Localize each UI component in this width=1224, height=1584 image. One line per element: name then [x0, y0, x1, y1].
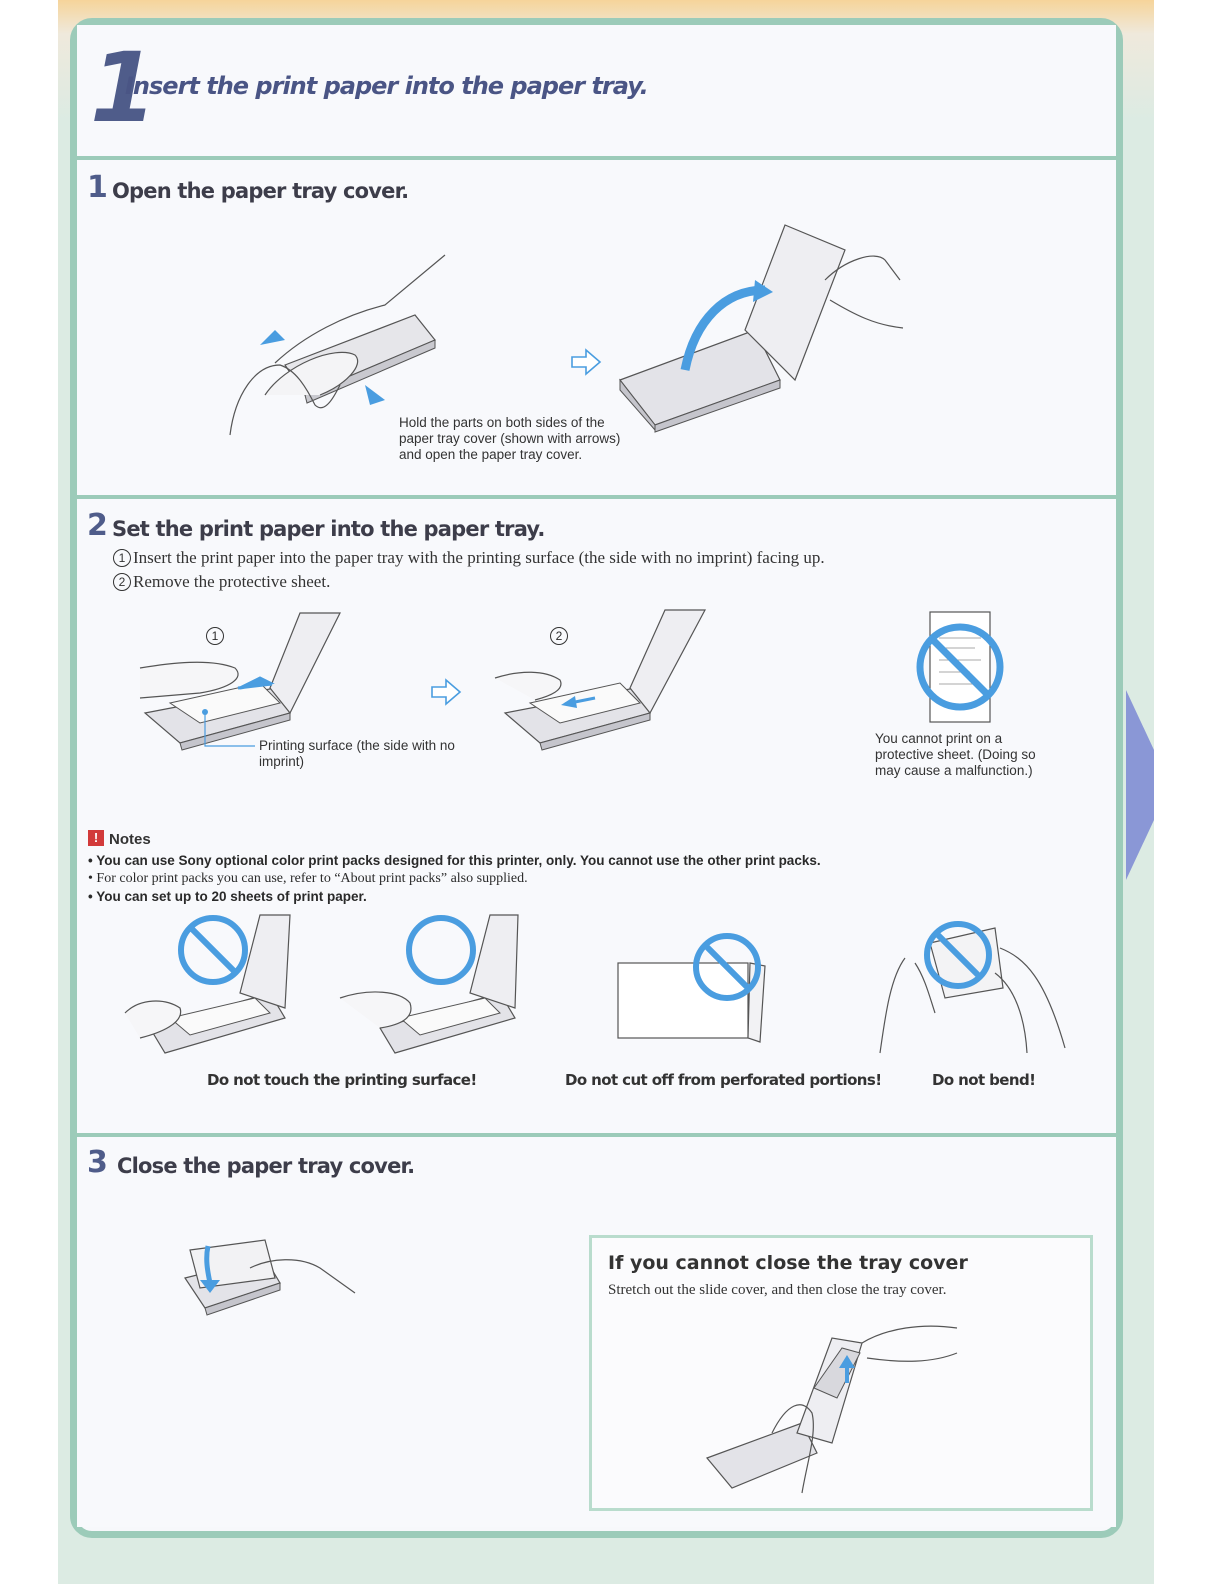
caption-line: may cause a malfunction.)	[875, 763, 1033, 778]
warning-label: Do not bend!	[932, 1071, 1036, 1089]
tray-cover-open-illustration	[615, 220, 905, 430]
remove-protective-sheet-illustration	[495, 608, 710, 758]
warning-label: Do not touch the printing surface!	[207, 1071, 477, 1089]
note-item: • You can set up to 20 sheets of print paper.	[88, 889, 367, 904]
instruction-text: Remove the protective sheet.	[133, 572, 331, 591]
warning-label: Do not cut off from perforated portions!	[565, 1071, 882, 1089]
step1-number: 1	[87, 170, 108, 205]
instruction-text: Insert the print paper into the paper tray with the printing surface (the side with no imprint) facing up.	[133, 548, 825, 567]
caption-line: paper tray cover (shown with arrows)	[399, 431, 621, 446]
note-item: • For color print packs you can use, refer to “About print packs” also supplied.	[88, 871, 528, 886]
note-item: • You can use Sony optional color print packs designed for this printer, only. You cannot use the other print packs.	[88, 853, 821, 868]
notes-heading: Notes	[109, 831, 151, 848]
next-step-arrow-icon	[570, 348, 602, 376]
correct-handling-illustration	[340, 913, 520, 1063]
caption-line: protective sheet. (Doing so	[875, 747, 1036, 762]
instruction-marker: 1	[113, 549, 131, 567]
stretch-slide-cover-illustration	[702, 1323, 967, 1498]
caption-line: You cannot print on a	[875, 731, 1003, 746]
step1-caption	[399, 415, 620, 463]
tray-cover-tip-box	[589, 1235, 1093, 1511]
instruction-marker: 2	[113, 573, 131, 591]
step1-title: Open the paper tray cover.	[112, 179, 409, 203]
figure-marker-2: 2	[550, 627, 568, 645]
protective-sheet-caption	[875, 731, 1036, 779]
touch-surface-prohibited-illustration	[120, 913, 295, 1063]
protective-sheet-prohibited-illustration	[915, 610, 1005, 725]
caption-line: and open the paper tray cover.	[399, 447, 583, 462]
perforated-cut-prohibited-illustration	[615, 930, 775, 1045]
tip-text: Stretch out the slide cover, and then close the tray cover.	[608, 1282, 947, 1298]
caption-line: Printing surface (the side with no	[259, 738, 455, 753]
bend-prohibited-illustration	[875, 918, 1075, 1058]
caption-line: Hold the parts on both sides of the	[399, 415, 605, 430]
caption-line: imprint)	[259, 754, 305, 769]
page-title: Insert the print paper into the paper tray.	[125, 72, 648, 100]
printing-surface-caption	[259, 738, 455, 770]
step3-number: 3	[87, 1145, 108, 1180]
tip-title: If you cannot close the tray cover	[608, 1252, 968, 1274]
warning-icon: !	[88, 830, 104, 846]
next-step-arrow-icon	[430, 678, 462, 706]
next-page-tab[interactable]	[1126, 690, 1156, 880]
close-tray-cover-illustration	[180, 1238, 360, 1318]
figure-marker-1: 1	[206, 627, 224, 645]
instruction-2	[113, 572, 330, 592]
insert-paper-illustration	[140, 608, 350, 758]
step2-title: Set the print paper into the paper tray.	[112, 517, 545, 541]
header-step-number: 1	[90, 32, 157, 144]
instruction-1	[113, 548, 825, 568]
step2-number: 2	[87, 508, 108, 543]
step3-title: Close the paper tray cover.	[117, 1154, 415, 1178]
